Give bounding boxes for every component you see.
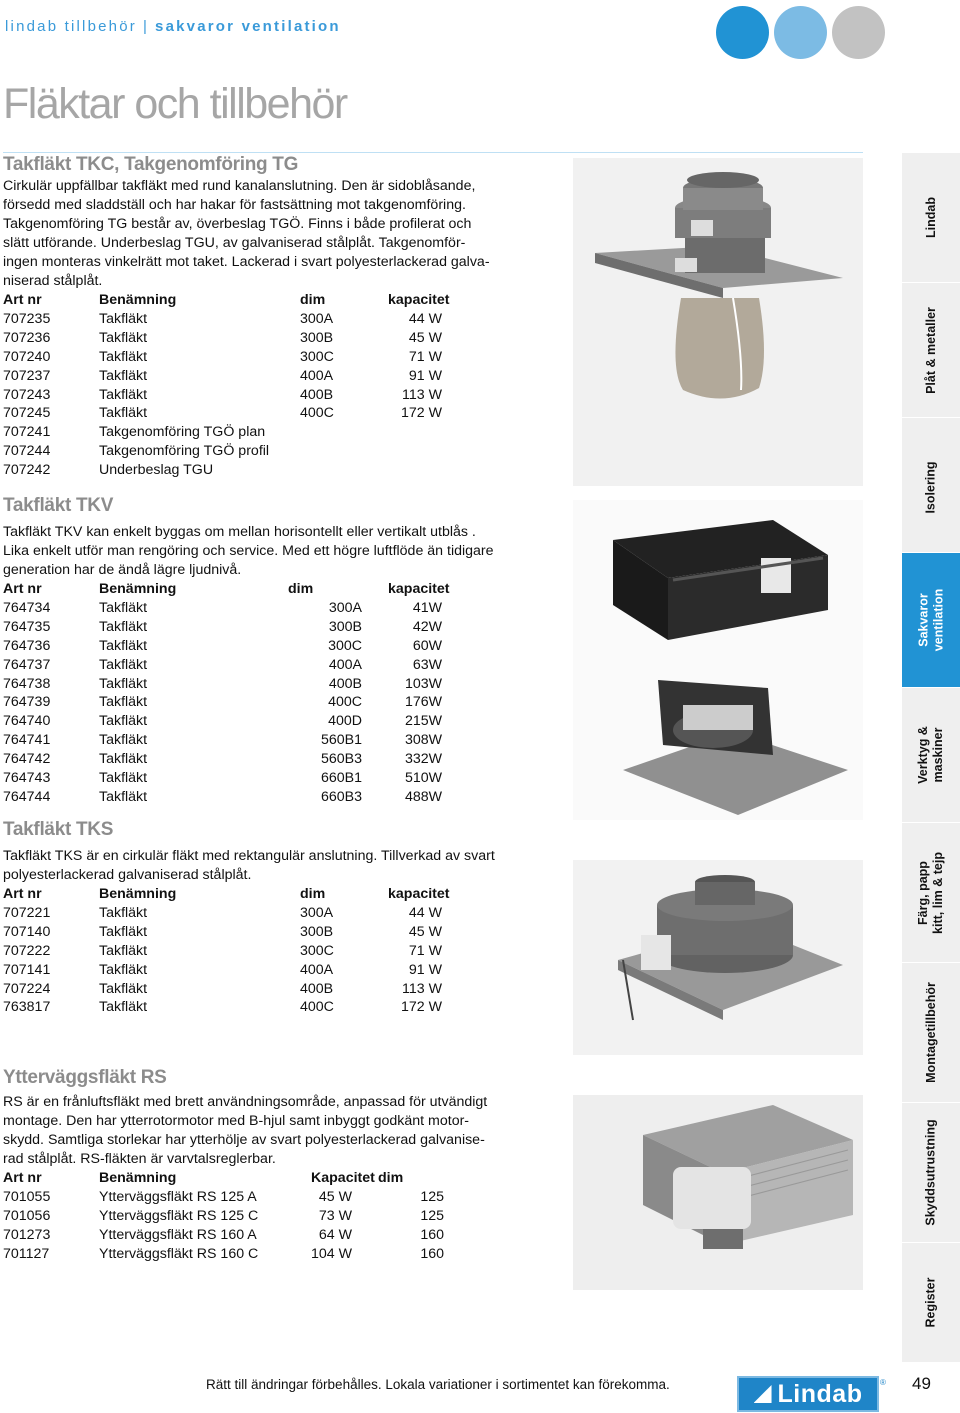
table-cell: 707222 bbox=[3, 942, 51, 959]
section-rs bbox=[3, 1066, 528, 1264]
table-cell: 400B bbox=[328, 675, 362, 692]
table-cell: 300A bbox=[300, 310, 334, 327]
table-row bbox=[3, 404, 498, 423]
table-cell: 701056 bbox=[3, 1207, 51, 1224]
table-cell: Takfläkt bbox=[99, 770, 148, 787]
table-row bbox=[3, 980, 498, 999]
sidebar-tab[interactable] bbox=[902, 417, 960, 557]
table-cell: 764737 bbox=[3, 656, 51, 673]
table-cell: Takfläkt bbox=[99, 618, 148, 635]
table-cell: 60W bbox=[412, 637, 442, 654]
table-cell: 400A bbox=[328, 656, 362, 673]
table-cell: 707242 bbox=[3, 462, 51, 479]
table-cell bbox=[300, 461, 388, 480]
table-row bbox=[3, 329, 498, 348]
product-table bbox=[3, 580, 498, 807]
table-cell: 764743 bbox=[3, 770, 51, 787]
table-row bbox=[3, 923, 498, 942]
table-cell: 400B bbox=[300, 980, 334, 997]
footer-note: Rätt till ändringar förbehålles. Lokala variationer i sortimentet kan förekomma. bbox=[206, 1377, 670, 1392]
table-cell: Takfläkt bbox=[99, 713, 148, 730]
page-title: Fläktar och tillbehör bbox=[3, 80, 347, 128]
table-row bbox=[3, 904, 498, 923]
table-row bbox=[3, 310, 498, 329]
column-header: Art nr bbox=[3, 292, 42, 308]
table-cell: 707245 bbox=[3, 405, 51, 422]
sidebar-tab[interactable] bbox=[902, 552, 960, 687]
sidebar-tab-label bbox=[924, 197, 939, 238]
table-cell: Takfläkt bbox=[99, 961, 148, 978]
column-header: dim bbox=[300, 292, 326, 308]
header-subcategory: sakvaror ventilation bbox=[155, 18, 341, 35]
table-cell: 71 W bbox=[408, 348, 442, 365]
table-cell: 701127 bbox=[3, 1245, 50, 1262]
table-cell: 113 W bbox=[402, 980, 442, 997]
table-cell: 560B1 bbox=[320, 732, 362, 749]
table-cell: 764741 bbox=[3, 732, 51, 749]
table-cell: 300B bbox=[328, 618, 362, 635]
table-cell: 113 W bbox=[402, 386, 442, 403]
column-header: Benämning bbox=[99, 1170, 177, 1186]
table-row bbox=[3, 461, 498, 480]
sidebar-tab[interactable] bbox=[902, 1102, 960, 1242]
column-header: dim bbox=[288, 581, 314, 597]
table-row bbox=[3, 1226, 488, 1245]
table-header-row bbox=[3, 291, 498, 310]
table-cell: Takfläkt bbox=[99, 751, 148, 768]
sidebar-tab[interactable] bbox=[902, 152, 960, 282]
table-cell: Takgenomföring TGÖ profil bbox=[99, 443, 270, 460]
sidebar-tab-label bbox=[924, 461, 939, 513]
table-cell bbox=[388, 461, 498, 480]
table-cell: 560B3 bbox=[320, 751, 362, 768]
table-cell: 300C bbox=[300, 348, 334, 365]
column-header: Benämning bbox=[99, 292, 177, 308]
table-cell: 707235 bbox=[3, 310, 51, 327]
sidebar-tab-label-line: kitt, lim & tejp bbox=[931, 851, 946, 934]
description-line: försedd med sladdställ och har hakar för fastsättning mot takgenomföring. bbox=[3, 197, 466, 213]
dot-light-blue bbox=[774, 6, 827, 59]
table-cell: Underbeslag TGU bbox=[99, 462, 214, 479]
table-cell: Takfläkt bbox=[99, 732, 148, 749]
table-row bbox=[3, 731, 498, 750]
description-line: rad stålplåt. RS-fläkten är varvtalsreglerbar. bbox=[3, 1151, 276, 1167]
table-cell: 707140 bbox=[3, 923, 51, 940]
section-title: Takfläkt TKV bbox=[3, 495, 114, 516]
section-tkv bbox=[3, 494, 528, 807]
product-table bbox=[3, 291, 498, 480]
section-description bbox=[3, 523, 528, 580]
description-line: generation har de ändå lägre ljudnivå. bbox=[3, 562, 242, 578]
table-cell bbox=[388, 423, 498, 442]
table-cell: 300A bbox=[300, 904, 334, 921]
table-row bbox=[3, 769, 498, 788]
table-cell: Takfläkt bbox=[99, 942, 148, 959]
header-category: lindab tillbehör bbox=[5, 18, 137, 35]
table-cell: Takfläkt bbox=[99, 980, 148, 997]
table-cell: 104 W bbox=[311, 1245, 353, 1262]
table-cell: 764738 bbox=[3, 675, 51, 692]
sidebar-tab-label-line: Plåt & metaller bbox=[923, 306, 938, 394]
sidebar-tab[interactable] bbox=[902, 1242, 960, 1362]
table-cell: 707243 bbox=[3, 386, 51, 403]
sidebar-tab-label-line: Färg, papp bbox=[916, 860, 931, 925]
sidebar-tab-label bbox=[916, 589, 946, 652]
sidebar-tab-label-line: Skyddsutrustning bbox=[923, 1119, 938, 1226]
table-cell: 44 W bbox=[408, 310, 442, 327]
description-line: Takfläkt TKV kan enkelt byggas om mellan horisontellt eller vertikalt utblås . bbox=[3, 524, 476, 540]
sidebar-tab[interactable] bbox=[902, 822, 960, 962]
description-line: montage. Den har ytterrotormotor med B-hjul samt inbyggt godkänt motor- bbox=[3, 1113, 470, 1129]
sidebar-tab-label bbox=[916, 726, 946, 784]
table-cell: 73 W bbox=[318, 1207, 353, 1224]
description-line: Takgenomföring TG består av, överbeslag TGÖ. Finns i både profilerat och bbox=[3, 216, 472, 232]
table-header-row bbox=[3, 885, 498, 904]
sidebar-tab[interactable] bbox=[902, 687, 960, 822]
table-cell: 400A bbox=[300, 961, 334, 978]
description-line: Cirkulär uppfällbar takfläkt med rund kanalanslutning. Den är sidoblåsande, bbox=[3, 178, 476, 194]
section-title: Ytterväggsfläkt RS bbox=[3, 1067, 167, 1088]
table-row bbox=[3, 442, 498, 461]
table-cell: Takfläkt bbox=[99, 386, 148, 403]
column-header: kapacitet bbox=[388, 292, 450, 308]
table-cell: 707240 bbox=[3, 348, 51, 365]
tks-fan-photo bbox=[573, 860, 863, 1055]
sidebar-tab-label-line: Sakvaror bbox=[916, 593, 931, 647]
table-cell: 41W bbox=[412, 599, 442, 616]
table-cell: 707236 bbox=[3, 329, 51, 346]
table-row bbox=[3, 423, 498, 442]
table-cell: 176W bbox=[404, 694, 442, 711]
description-line: RS är en frånluftsfläkt med brett användningsområde, anpassad för utvändigt bbox=[3, 1094, 488, 1110]
table-cell: 172 W bbox=[400, 999, 442, 1016]
table-cell: 660B1 bbox=[320, 770, 362, 787]
table-row bbox=[3, 961, 498, 980]
table-cell: Takfläkt bbox=[99, 656, 148, 673]
table-cell: 160 bbox=[420, 1245, 445, 1262]
sidebar-tab-label bbox=[924, 1277, 939, 1327]
table-cell: 400C bbox=[300, 999, 334, 1016]
table-header-row bbox=[3, 580, 498, 599]
table-cell: 707141 bbox=[3, 961, 51, 978]
table-cell: 660B3 bbox=[320, 788, 362, 805]
registered-mark: ® bbox=[880, 1378, 886, 1387]
table-cell: 308W bbox=[404, 732, 442, 749]
table-cell: 701055 bbox=[3, 1188, 51, 1205]
section-description bbox=[3, 177, 528, 291]
table-cell: 300B bbox=[300, 329, 334, 346]
table-row bbox=[3, 788, 498, 807]
sidebar-tab-label-line: maskiner bbox=[930, 727, 945, 783]
sidebar-tab-label bbox=[924, 307, 939, 394]
table-cell bbox=[300, 442, 388, 461]
table-cell: 707224 bbox=[3, 980, 51, 997]
sidebar-tab[interactable] bbox=[902, 962, 960, 1102]
table-cell: Takfläkt bbox=[99, 694, 148, 711]
table-cell: 400C bbox=[300, 405, 334, 422]
logo-text: Lindab bbox=[777, 1379, 863, 1408]
dot-blue bbox=[716, 6, 769, 59]
table-cell: 42W bbox=[412, 618, 442, 635]
table-cell: 400C bbox=[328, 694, 362, 711]
table-cell: 707221 bbox=[3, 904, 51, 921]
column-header: Art nr bbox=[3, 886, 42, 902]
section-description bbox=[3, 1093, 528, 1169]
table-cell: 125 bbox=[420, 1207, 445, 1224]
table-cell: 707244 bbox=[3, 443, 51, 460]
table-cell: 215W bbox=[404, 713, 442, 730]
table-cell: 764734 bbox=[3, 599, 51, 616]
table-cell: 300C bbox=[328, 637, 362, 654]
sidebar-nav bbox=[902, 152, 960, 1362]
description-line: skydd. Samtliga storlekar har ytterhölje av svart polyesterlackerad galvanise- bbox=[3, 1132, 485, 1148]
section-tks bbox=[3, 818, 528, 1017]
table-cell: Takfläkt bbox=[99, 788, 148, 805]
table-row bbox=[3, 1188, 488, 1207]
description-line: polyesterlackerad galvaniserad stålplåt. bbox=[3, 867, 252, 883]
table-cell: 71 W bbox=[408, 942, 442, 959]
sidebar-tab-label bbox=[916, 852, 946, 934]
description-line: slätt utförande. Underbeslag TGU, av galvaniserad stålplåt. Takgenomför- bbox=[3, 235, 466, 251]
table-cell bbox=[300, 423, 388, 442]
sidebar-tab-label-line: Isolering bbox=[923, 461, 938, 514]
description-line: niserad stålplåt. bbox=[3, 273, 103, 289]
table-cell: 400B bbox=[300, 386, 334, 403]
sidebar-tab-label-line: ventilation bbox=[931, 588, 946, 652]
table-cell: 45 W bbox=[408, 923, 442, 940]
column-header: kapacitet bbox=[388, 581, 450, 597]
section-title: Takfläkt TKS bbox=[3, 819, 114, 840]
table-cell: 91 W bbox=[408, 961, 442, 978]
table-cell: Ytterväggsfläkt RS 125 C bbox=[99, 1207, 259, 1224]
table-row bbox=[3, 998, 498, 1017]
section-title: Takfläkt TKC, Takgenomföring TG bbox=[3, 154, 299, 175]
table-cell: 160 bbox=[420, 1226, 445, 1243]
table-cell: 91 W bbox=[408, 367, 442, 384]
table-cell: 488W bbox=[404, 788, 442, 805]
table-cell: 764744 bbox=[3, 788, 51, 805]
column-header: Art nr bbox=[3, 1170, 42, 1186]
running-header bbox=[5, 18, 341, 35]
table-cell: Takgenomföring TGÖ plan bbox=[99, 424, 266, 441]
table-row bbox=[3, 656, 498, 675]
table-cell: 400D bbox=[328, 713, 362, 730]
table-cell: 45 W bbox=[408, 329, 442, 346]
table-cell: 764735 bbox=[3, 618, 51, 635]
table-cell: Takfläkt bbox=[99, 310, 148, 327]
sidebar-tab-label-line: Lindab bbox=[923, 197, 938, 238]
table-cell: 701273 bbox=[3, 1226, 51, 1243]
table-row bbox=[3, 1245, 488, 1264]
table-cell: Takfläkt bbox=[99, 999, 148, 1016]
table-cell: 764736 bbox=[3, 637, 51, 654]
table-cell: Takfläkt bbox=[99, 367, 148, 384]
product-table bbox=[3, 1169, 488, 1264]
table-row bbox=[3, 348, 498, 367]
dot-grey bbox=[832, 6, 885, 59]
table-cell: Takfläkt bbox=[99, 405, 148, 422]
table-cell: 764739 bbox=[3, 694, 51, 711]
column-header: Art nr bbox=[3, 581, 42, 597]
column-header: dim bbox=[378, 1170, 404, 1186]
table-row bbox=[3, 675, 498, 694]
table-cell: 332W bbox=[404, 751, 442, 768]
sidebar-tab-label bbox=[924, 1119, 939, 1225]
tkv-fan-photo bbox=[573, 500, 863, 820]
column-header: Benämning bbox=[99, 581, 177, 597]
column-header: kapacitet bbox=[388, 886, 450, 902]
section-tkc bbox=[3, 152, 528, 480]
table-cell: 125 bbox=[420, 1188, 445, 1205]
tkc-fan-photo bbox=[573, 158, 863, 486]
table-cell: 510W bbox=[404, 770, 442, 787]
rs-fan-photo bbox=[573, 1095, 863, 1290]
table-cell: 400A bbox=[300, 367, 334, 384]
sidebar-tab[interactable] bbox=[902, 282, 960, 417]
table-row bbox=[3, 712, 498, 731]
table-cell: Takfläkt bbox=[99, 599, 148, 616]
table-cell: Takfläkt bbox=[99, 923, 148, 940]
table-row bbox=[3, 386, 498, 405]
table-row bbox=[3, 750, 498, 769]
logo-mark-icon bbox=[754, 1385, 772, 1403]
table-cell: Takfläkt bbox=[99, 675, 148, 692]
section-divider bbox=[3, 152, 863, 153]
table-cell: Ytterväggsfläkt RS 160 A bbox=[99, 1226, 257, 1243]
table-cell: 763817 bbox=[3, 999, 51, 1016]
table-cell: Ytterväggsfläkt RS 125 A bbox=[99, 1188, 257, 1205]
description-line: Lika enkelt utför man rengöring och service. Med ett högre luftflöde än tidigare bbox=[3, 543, 494, 559]
table-cell: Ytterväggsfläkt RS 160 C bbox=[99, 1245, 259, 1262]
column-header: dim bbox=[300, 886, 326, 902]
table-cell: 300C bbox=[300, 942, 334, 959]
table-cell: 103W bbox=[404, 675, 442, 692]
table-cell: 63W bbox=[412, 656, 442, 673]
table-cell: 764740 bbox=[3, 713, 51, 730]
page-number: 49 bbox=[912, 1374, 931, 1393]
table-cell: Takfläkt bbox=[99, 904, 148, 921]
column-header: Kapacitet bbox=[311, 1170, 375, 1186]
table-cell: 172 W bbox=[400, 405, 442, 422]
table-cell: Takfläkt bbox=[99, 329, 148, 346]
table-row bbox=[3, 1207, 488, 1226]
product-table bbox=[3, 885, 498, 1017]
table-cell: 44 W bbox=[408, 904, 442, 921]
table-cell: 300B bbox=[300, 923, 334, 940]
section-description bbox=[3, 847, 528, 885]
table-cell: 300A bbox=[328, 599, 362, 616]
sidebar-tab-label-line: Montagetillbehör bbox=[923, 982, 938, 1083]
table-row bbox=[3, 637, 498, 656]
table-header-row bbox=[3, 1169, 488, 1188]
header-separator: | bbox=[142, 18, 150, 35]
column-header: Benämning bbox=[99, 886, 177, 902]
table-cell: 707237 bbox=[3, 367, 51, 384]
table-cell: 707241 bbox=[3, 424, 51, 441]
table-row bbox=[3, 942, 498, 961]
sidebar-tab-label-line: Verktyg & bbox=[915, 726, 930, 784]
table-cell: Takfläkt bbox=[99, 637, 148, 654]
table-row bbox=[3, 618, 498, 637]
table-row bbox=[3, 599, 498, 618]
description-line: ingen monteras vinkelrätt mot taket. Lackerad i svart polyesterlackerad galva- bbox=[3, 254, 490, 270]
sidebar-tab-label bbox=[924, 982, 939, 1083]
sidebar-tab-label-line: Register bbox=[923, 1277, 938, 1328]
decorative-dots bbox=[716, 6, 885, 59]
table-cell: Takfläkt bbox=[99, 348, 148, 365]
table-cell bbox=[388, 442, 498, 461]
table-row bbox=[3, 693, 498, 712]
table-cell: 764742 bbox=[3, 751, 51, 768]
table-cell: 64 W bbox=[318, 1226, 353, 1243]
lindab-logo bbox=[737, 1376, 879, 1412]
table-row bbox=[3, 367, 498, 386]
description-line: Takfläkt TKS är en cirkulär fläkt med rektangulär anslutning. Tillverkad av svart bbox=[3, 848, 495, 864]
table-cell: 45 W bbox=[318, 1188, 353, 1205]
